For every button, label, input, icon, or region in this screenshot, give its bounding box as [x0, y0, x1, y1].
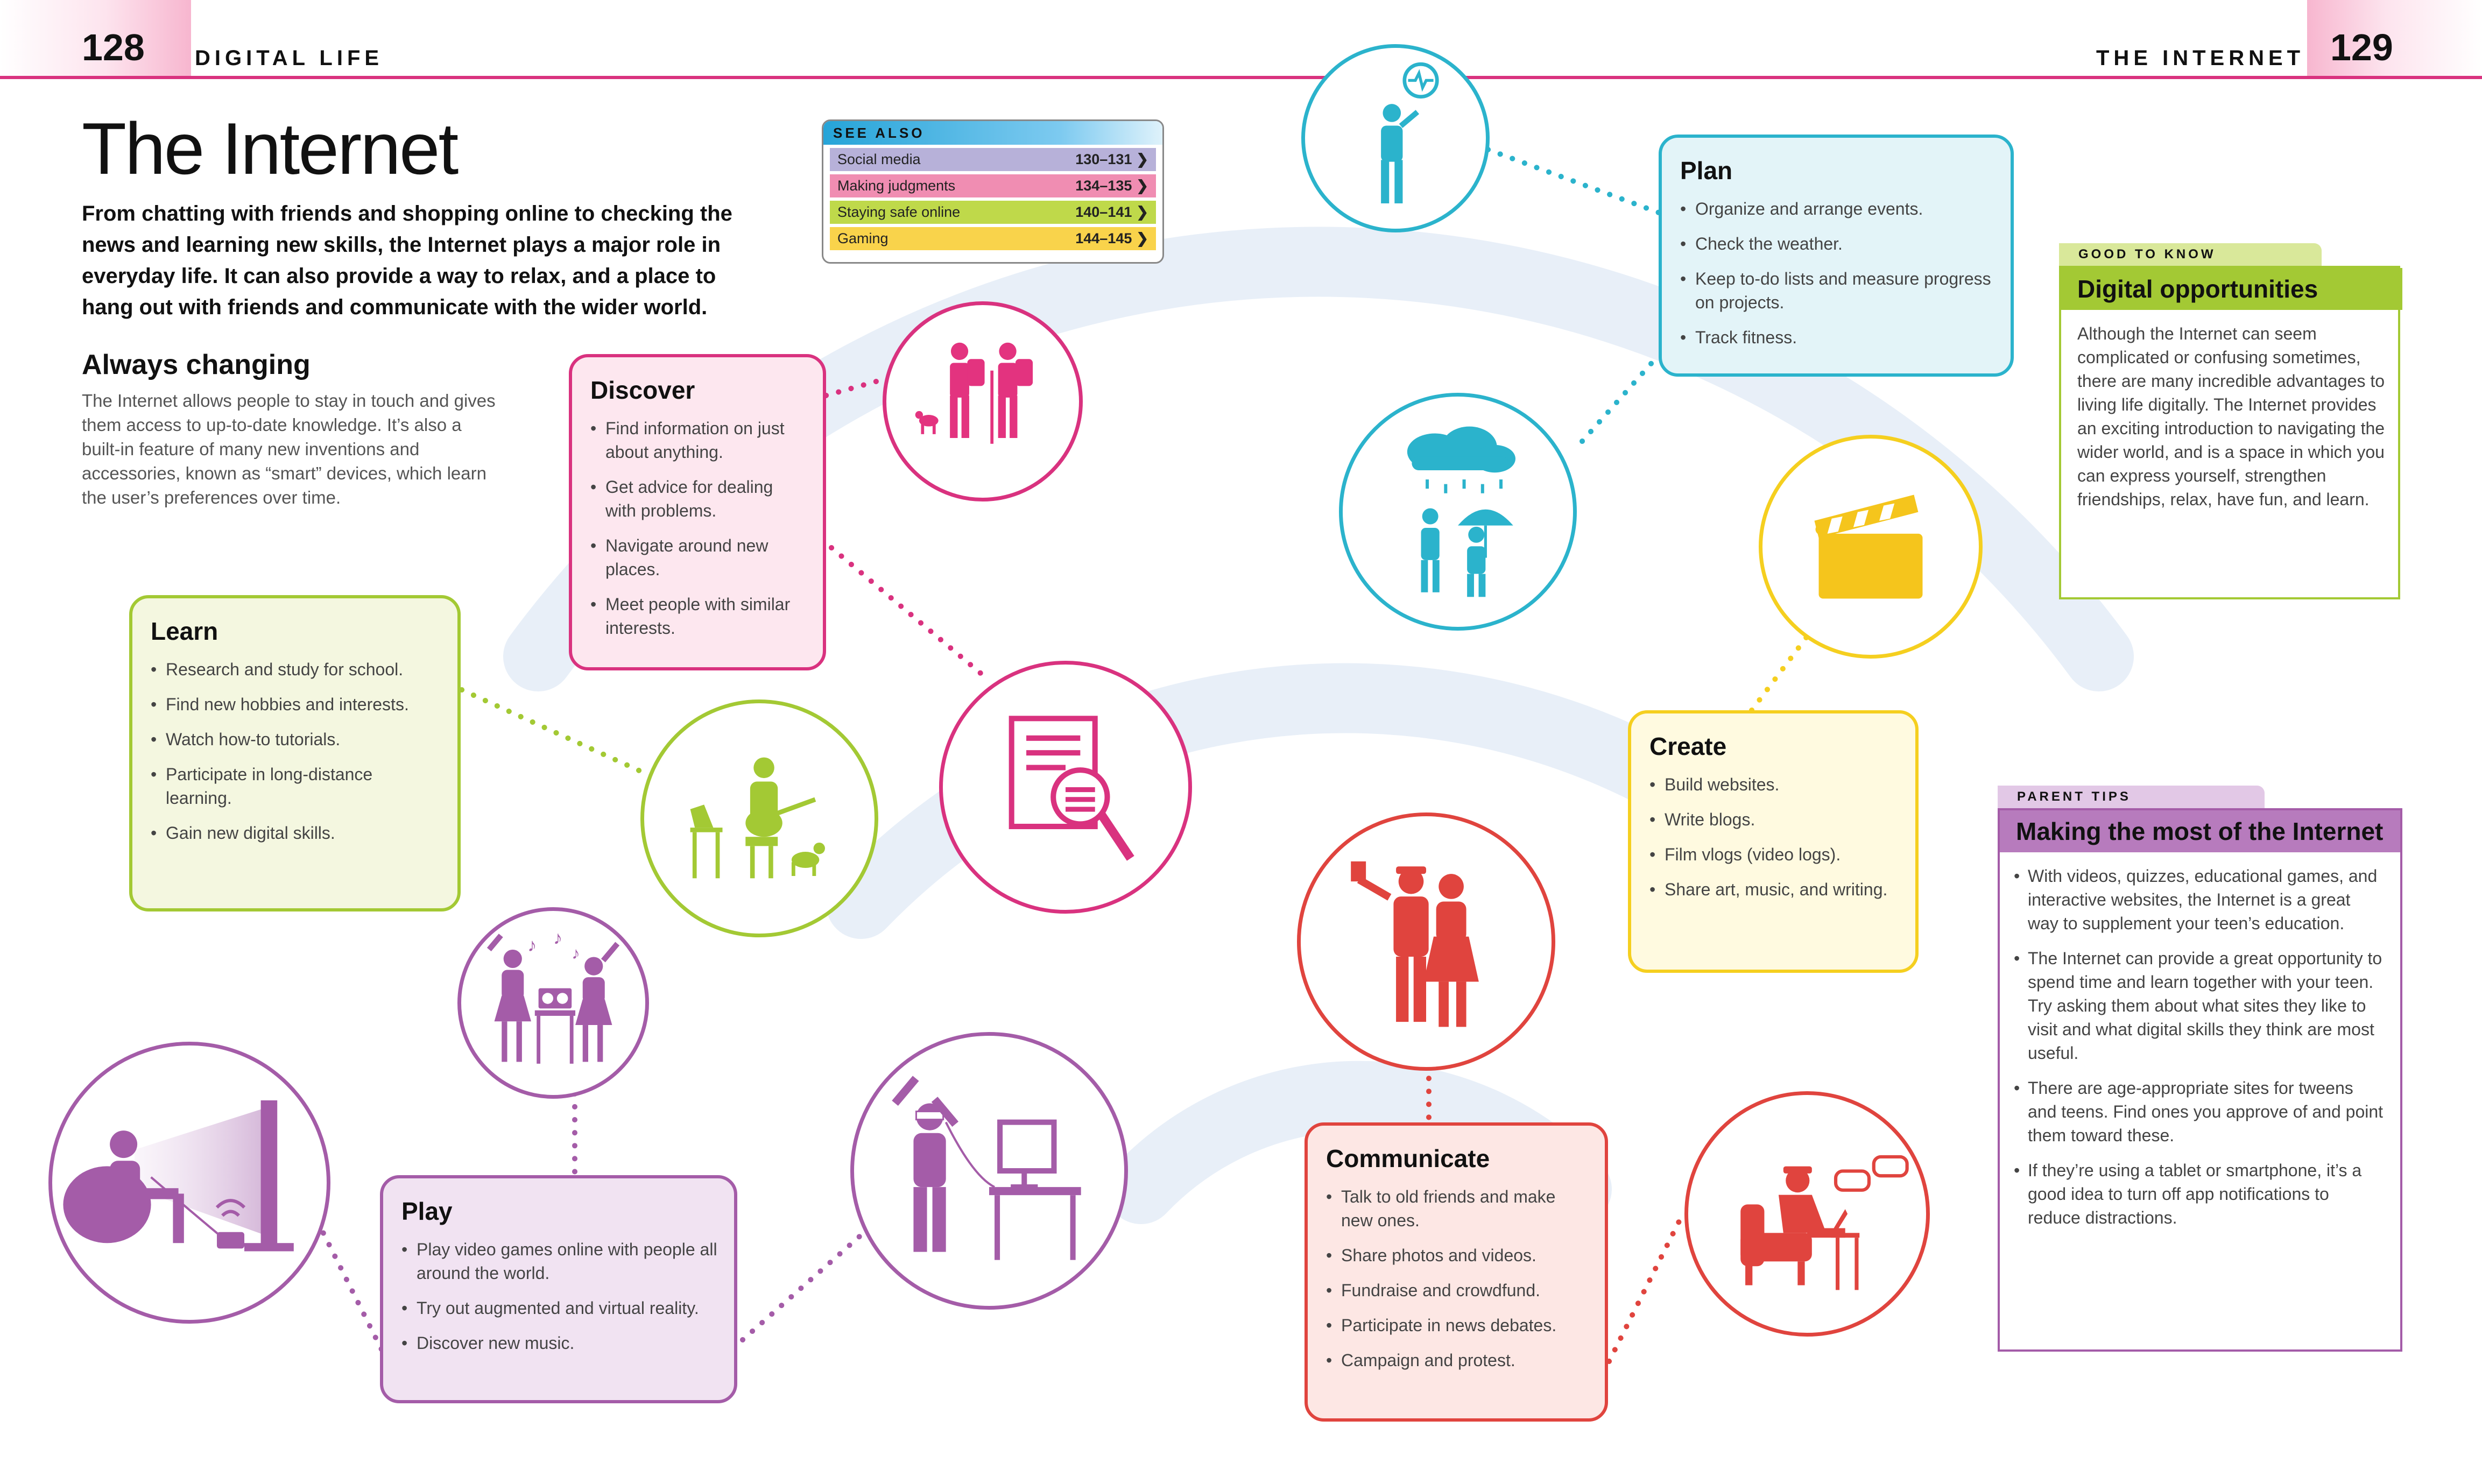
good-to-know-title: Digital opportunities	[2061, 268, 2402, 310]
play-box	[380, 1175, 737, 1403]
list-item: • Meet people with similar interests.	[590, 592, 807, 640]
plan-box	[1659, 135, 2014, 377]
list-item: • Check the weather.	[1680, 232, 1994, 256]
good-to-know-text: Although the Internet can seem complicated or confusing sometimes, there are many incredible advantages to living life digitally. The Internet provides an exciting introduction to navigating the wider world, and is a space in which you can express yourself, strengthen friendships, relax, have fun, and learn.	[2077, 324, 2385, 509]
see-also-item-label: Making judgments	[837, 178, 956, 194]
see-also-label: SEE ALSO	[823, 121, 1162, 145]
dancing-music-icon	[457, 907, 649, 1099]
intro-text: From chatting with friends and shopping online to checking the news and learning new skills, the Internet plays a major role in everyday life. It can also provide a way to relax, and a place to hang out with friends and communicate with the wider world.	[82, 202, 732, 319]
chevron-right-icon: ❯	[1136, 151, 1148, 167]
see-also-item-label: Gaming	[837, 230, 889, 246]
right-page-number: 129	[2330, 26, 2393, 68]
left-running-head: DIGITAL LIFE	[195, 46, 384, 70]
list-item: • Navigate around new places.	[590, 534, 807, 581]
see-also-item-label: Social media	[837, 151, 921, 167]
bullet-list	[590, 416, 807, 640]
page-title: The Internet	[82, 108, 457, 189]
bullet-list	[401, 1238, 718, 1355]
clapperboard-icon	[1759, 435, 1983, 659]
list-item: • There are age-appropriate sites for tweens and teens. Find ones you approve of and point them toward these.	[2014, 1076, 2385, 1147]
see-also-item-pages: 144–145	[1075, 230, 1132, 246]
list-item: • Keep to-do lists and measure progress on projects.	[1680, 267, 1994, 314]
list-item: • Play video games online with people all around the world.	[401, 1238, 718, 1285]
list-item: • With videos, quizzes, educational games, and interactive websites, the Internet is a great way to supplement your teen’s education.	[2014, 864, 2385, 935]
list-item: • Participate in long-distance learning.	[151, 762, 441, 810]
list-item: • If they’re using a tablet or smartphone, it’s a good idea to turn off app notifications to reduce distractions.	[2014, 1158, 2385, 1229]
guitar-laptop-cat-icon	[640, 699, 878, 937]
box-title: Create	[1649, 732, 1727, 760]
see-also-item-pages: 130–131	[1075, 151, 1132, 167]
good-to-know-tag: GOOD TO KNOW	[2059, 243, 2322, 266]
bullet-list	[1326, 1185, 1589, 1372]
rain-umbrella-icon	[1339, 393, 1577, 631]
list-item: • Discover new music.	[401, 1331, 718, 1355]
right-running-head: THE INTERNET	[2096, 46, 2305, 70]
chevron-right-icon: ❯	[1136, 204, 1148, 220]
list-item: • The Internet can provide a great opportunity to spend time and learn together with your teen. Try asking them about what sites they like to visit and what digital skills they think are most useful.	[2014, 946, 2385, 1065]
list-item: • Try out augmented and virtual reality.	[401, 1296, 718, 1320]
chevron-right-icon: ❯	[1136, 178, 1148, 194]
list-item: • Share art, music, and writing.	[1649, 878, 1899, 901]
beanbag-gaming-tv-icon	[48, 1042, 330, 1324]
good-to-know-panel	[2059, 266, 2400, 599]
fitness-tracker-icon	[1301, 44, 1490, 232]
always-changing-heading: Always changing	[82, 349, 311, 380]
always-changing-text: The Internet allows people to stay in touch and gives them access to up-to-date knowledge. It’s also a built-in feature of many new inventions and accessories, known as “smart” devices, which learn the user’s preferences over time.	[82, 391, 496, 507]
parent-tips-panel	[1998, 808, 2402, 1352]
see-also-item-label: Staying safe online	[837, 204, 961, 220]
armchair-laptop-chat-icon	[1684, 1091, 1930, 1337]
list-item: • Organize and arrange events.	[1680, 197, 1994, 221]
hikers-with-dog-icon	[883, 301, 1083, 501]
document-magnifier-icon	[939, 661, 1192, 914]
discover-box	[569, 354, 826, 670]
list-item: • Write blogs.	[1649, 808, 1899, 831]
selfie-couple-icon	[1297, 812, 1555, 1071]
parent-tips-title: Making the most of the Internet	[2000, 810, 2400, 852]
list-item: • Gain new digital skills.	[151, 821, 441, 845]
parent-tips-tag: PARENT TIPS	[1998, 786, 2265, 808]
list-item: • Track fitness.	[1680, 326, 1994, 349]
box-title: Plan	[1680, 157, 1733, 185]
bullet-list	[1680, 197, 1994, 349]
bullet-list	[1649, 773, 1899, 901]
list-item: • Watch how-to tutorials.	[151, 727, 441, 751]
create-box	[1628, 710, 1919, 973]
list-item: • Get advice for dealing with problems.	[590, 475, 807, 522]
list-item: • Talk to old friends and make new ones.	[1326, 1185, 1589, 1232]
box-title: Learn	[151, 617, 218, 645]
chevron-right-icon: ❯	[1136, 230, 1148, 246]
communicate-box	[1305, 1122, 1608, 1422]
box-title: Discover	[590, 376, 695, 404]
list-item: • Find new hobbies and interests.	[151, 692, 441, 716]
box-title: Communicate	[1326, 1144, 1490, 1172]
list-item: • Fundraise and crowdfund.	[1326, 1278, 1589, 1302]
vr-headset-desk-icon	[850, 1032, 1128, 1310]
svg-text:♪: ♪	[527, 935, 537, 956]
list-item: • Share photos and videos.	[1326, 1243, 1589, 1267]
learn-box	[129, 595, 461, 911]
svg-text:♪: ♪	[572, 943, 580, 963]
see-also-item-pages: 140–141	[1075, 204, 1132, 220]
list-item: • Find information on just about anything.	[590, 416, 807, 464]
bullet-list	[151, 658, 441, 845]
list-item: • Film vlogs (video logs).	[1649, 843, 1899, 866]
list-item: • Participate in news debates.	[1326, 1313, 1589, 1337]
svg-text:♪: ♪	[553, 928, 563, 949]
list-item: • Build websites.	[1649, 773, 1899, 796]
box-title: Play	[401, 1197, 453, 1225]
see-also-item-pages: 134–135	[1075, 178, 1132, 194]
parent-tips-list	[2014, 864, 2385, 1241]
list-item: • Campaign and protest.	[1326, 1348, 1589, 1372]
list-item: • Research and study for school.	[151, 658, 441, 681]
left-page-number: 128	[82, 26, 145, 68]
